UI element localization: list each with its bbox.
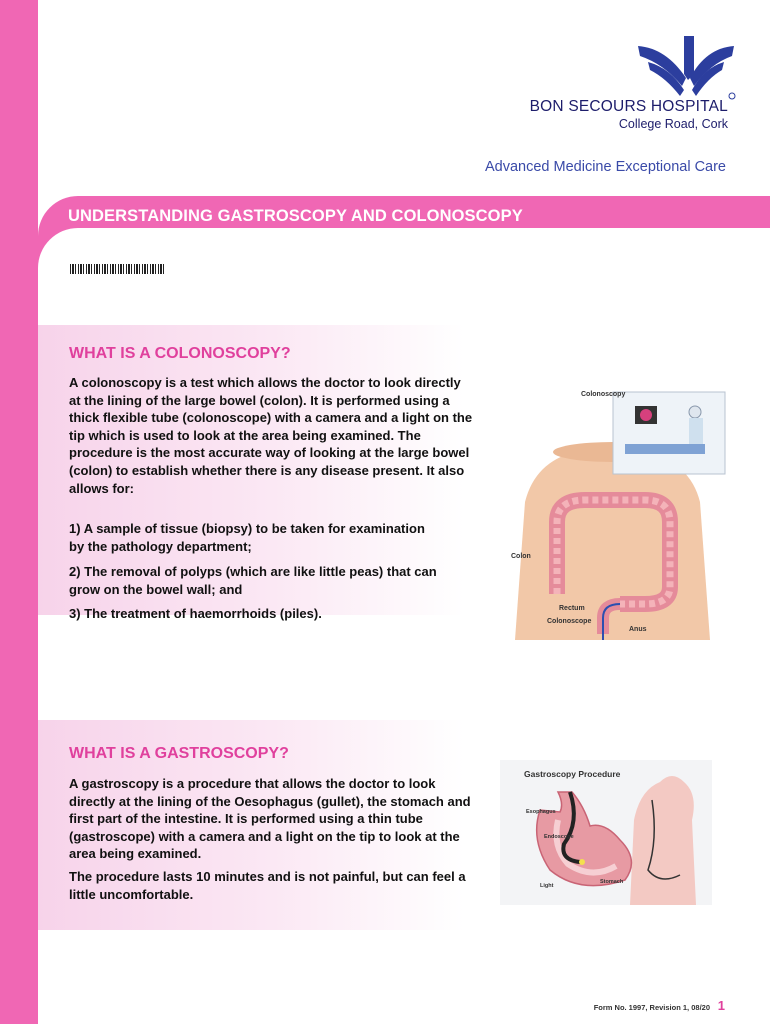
barcode: [70, 264, 164, 274]
colonoscopy-item-haemorrhoids: 3) The treatment of haemorrhoids (piles).: [69, 606, 322, 621]
gastroscopy-intro: A gastroscopy is a procedure that allows the doctor to look directly at the lining of the Oesophagus (gullet), the stomach and first part of the intestine. It is performed using a thin tube (gastroscope) with a camera and a light on the tip to look at the area being examined.: [69, 776, 471, 862]
page-title: UNDERSTANDING GASTROSCOPY AND COLONOSCOPY: [68, 207, 523, 225]
label-colonoscope: Colonoscope: [547, 618, 592, 625]
tagline: Advanced Medicine Exceptional Care: [485, 159, 726, 175]
colonoscopy-intro: A colonoscopy is a test which allows the doctor to look directly at the lining of the large bowel (colon). It is performed using a thick flexible tube (colonoscope) with a camera and a light on the tip which is used to look at the area being examined. The procedure is the most accurate way of looking at the large bowel (colon) to establish whether there is any disease present. It also allows for:: [69, 375, 473, 496]
label-stomach: Stomach: [600, 879, 624, 885]
gastroscopy-diagram: [500, 760, 712, 905]
title-banner-inner: [38, 228, 770, 330]
page-number: 1: [717, 998, 725, 1013]
gastroscopy-diagram-title: Gastroscopy Procedure: [524, 769, 621, 779]
bon-secours-logo-icon: [636, 34, 736, 104]
colonoscopy-item-polyps: 2) The removal of polyps (which are like little peas) that can grow on the bowel wall; and: [69, 564, 437, 597]
label-endoscope: Endoscope: [544, 834, 574, 840]
form-number: Form No. 1997, Revision 1, 08/20: [593, 1003, 710, 1012]
hospital-name: BON SECOURS HOSPITAL: [529, 98, 728, 115]
colonoscopy-diagram: [495, 382, 730, 640]
label-rectum: Rectum: [559, 605, 585, 612]
page-subtitle: What is Combined Colonoscopy and Oseophago-Gastro Duodenosocpy (OGD): [68, 227, 555, 242]
colonoscopy-diagram-title: Colonoscopy: [581, 391, 626, 398]
left-accent-bar: [0, 0, 38, 1024]
gastroscopy-heading: WHAT IS A GASTROSCOPY?: [69, 745, 289, 762]
label-esophagus: Esophagus: [526, 809, 556, 815]
label-light: Light: [540, 883, 554, 889]
colonoscopy-item-biopsy: 1) A sample of tissue (biopsy) to be taken for examination by the pathology department;: [69, 521, 425, 554]
label-colon: Colon: [511, 553, 531, 560]
gastroscopy-duration: The procedure lasts 10 minutes and is not painful, but can feel a little uncomfortable.: [69, 869, 466, 902]
label-anus: Anus: [629, 626, 647, 633]
colonoscopy-heading: WHAT IS A COLONOSCOPY?: [69, 345, 291, 362]
hospital-address: College Road, Cork: [618, 117, 728, 131]
